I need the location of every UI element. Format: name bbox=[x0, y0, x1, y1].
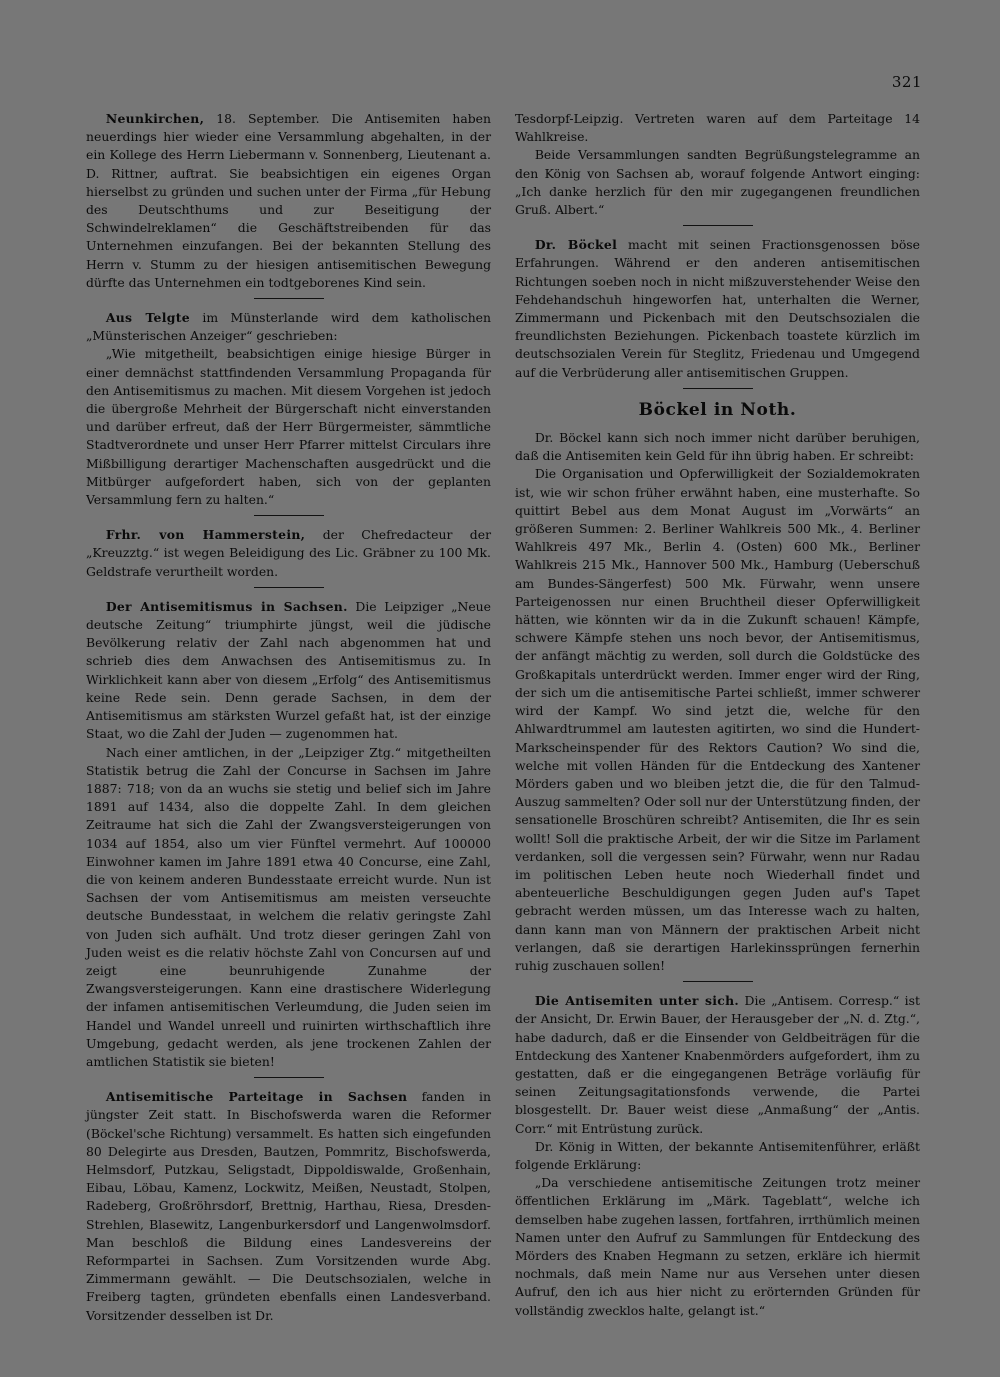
article-paragraph bbox=[86, 598, 491, 744]
article-paragraph: Nach einer amtlichen, in der „Leipziger Ztg.“ mitgetheilten Statistik betrug die Zahl der Concurse in Sachsen im Jahre 1887: 718; von da an wuchs sie stetig und belief sich im Jahre 1891 auf 1434, also die doppelte Zahl. In dem gleichen Zeitraume hat sich die Zahl der Zwangsversteigerungen von 1034 auf 1854, also um vier Fünftel vermehrt. Auf 100000 Einwohner kamen im Jahre 1891 etwa 40 Concurse, eine Zahl, die von keinem anderen Bundesstaate erreicht wurde. Nun ist Sachsen der vom Antisemitismus am meisten verseuchte deutsche Bundesstaat, in welchem die relativ geringste Zahl von Juden sich aufhält. Und trotz dieser geringen Zahl von Juden weist es die relativ höchste Zahl von Concursen auf und zeigt eine beunruhigende Zunahme der Zwangsversteigerungen. Kann eine drastischere Widerlegung der infamen antisemitischen Verleumdung, die Juden seien im Handel und Wandel unreell und ruinirten wirthschaftlich ihre Umgebung, gedacht werden, als jene trockenen Zahlen der amtlichen Statistik sie bieten! bbox=[86, 744, 491, 1069]
separator-rule bbox=[254, 1077, 324, 1078]
article-text: macht mit seinen Fractionsgenossen böse Erfahrungen. Während er den anderen antisemitischen Richtungen soeben noch in nicht mißzuverstehender Weise den Fehdehandschuh hingeworfen hat, unterhalten die Werner, Zimmermann und Pickenbach mit den Deutschsozialen die freundlichsten Beziehungen. Pickenbach toastete kürzlich im deutschsozialen Verein für Steglitz, Friedenau und Umgegend auf die Verbrüderung aller antisemitischen Gruppen. bbox=[515, 237, 920, 380]
article-lead: Aus Telgte bbox=[105, 310, 190, 326]
separator-rule bbox=[254, 587, 324, 588]
quote-paragraph: „Wie mitgetheilt, beabsichtigen einige hiesige Bürger in einer demnächst stattfindenden Versammlung Propaganda für den Antisemitismus zu machen. Mit diesem Vorgehen ist jedoch die übergroße Mehrheit der Bürgerschaft nicht einverstanden und darüber erfreut, daß der Herr Bürgermeister, sämmtliche Stadtverordnete und unser Herr Pfarrer mittelst Circulars ihre Mißbilligung derartiger Machenschaften ausgedrückt und die Mitbürger aufgefordert haben, sich von der geplanten Versammlung fern zu halten.“ bbox=[86, 346, 491, 508]
section-heading: Böckel in Noth. bbox=[638, 399, 797, 420]
separator-rule bbox=[683, 225, 753, 226]
article-boeckel bbox=[515, 236, 920, 382]
left-column bbox=[86, 110, 491, 1325]
article-text: im Münsterlande wird dem katholischen „Münsterischen Anzeiger“ geschrieben: bbox=[86, 310, 491, 344]
article-paragraph bbox=[86, 309, 491, 345]
article-continuation bbox=[515, 110, 920, 219]
article-lead: Der Antisemitismus in Sachsen. bbox=[105, 598, 348, 614]
article-paragraph bbox=[515, 992, 920, 1138]
continuation-paragraph: Beide Versammlungen sandten Begrüßungstelegramme an den König von Sachsen ab, worauf folgende Antwort einging: „Ich danke herzlich für den mir zugegangenen freundlichen Gruß. Albert.“ bbox=[515, 147, 920, 218]
article-lead: Neunkirchen, bbox=[105, 111, 205, 126]
article-telgte bbox=[86, 309, 491, 509]
article-paragraph bbox=[86, 110, 491, 292]
right-column bbox=[515, 110, 920, 1320]
article-text: Die „Antisem. Corresp.“ ist der Ansicht, Dr. Erwin Bauer, der Herausgeber der „N. d. Ztg.“, habe dadurch, daß er die Einsender von Geldbeiträgen für die Entdeckung des Xantener Knabenmörders aufgefordert, ihm zu gestatten, daß er die eingegangenen Beträge vorläufig für seinen Zeitungsagitationsfonds verwende, die Partei blosgestellt. Dr. Bauer weist diese „Anmaßung“ der „Antis. Corr.“ mit Entrüstung zurück. bbox=[515, 993, 920, 1136]
article-text: 18. September. Die Antisemiten haben neuerdings hier wieder eine Versammlung abgehalten, in der ein Kollege des Herrn Liebermann v. Sonnenberg, Lieutenant a. D. Rittner, auftrat. Sie beabsichtigen ein eigenes Organ hierselbst zu gründen und suchen unter der Firma „für Hebung des Deutschthums und zur Beseitigung der Schwindelreklamen“ die Geschäftstreibenden für das Unternehmen einzufangen. Bei der bekannten Stellung des Herrn v. Stumm zu der hiesigen antisemitischen Bewegung dürfte das Unternehmen ein todtgeborenes Kind sein. bbox=[86, 111, 491, 290]
article-text: der Chefredacteur der „Kreuzztg.“ ist wegen Beleidigung des Lic. Gräbner zu 100 Mk. Geldstrafe verurtheilt worden. bbox=[86, 527, 491, 579]
article-neunkirchen bbox=[86, 110, 491, 292]
separator-rule bbox=[254, 298, 324, 299]
article-paragraph: Dr. Böckel kann sich noch immer nicht darüber beruhigen, daß die Antisemiten kein Geld für ihn übrig haben. Er schreibt: bbox=[515, 430, 920, 464]
article-boeckel-in-noth bbox=[515, 429, 920, 975]
article-paragraph bbox=[86, 1088, 491, 1325]
article-paragraph: Dr. König in Witten, der bekannte Antisemitenführer, erläßt folgende Erklärung: bbox=[515, 1138, 920, 1172]
quote-paragraph: „Da verschiedene antisemitische Zeitungen trotz meiner öffentlichen Erklärung im „Märk. Tageblatt“, welche ich demselben habe zugehen lassen, fortfahren, irrthümlich meinen Namen unter den Aufruf zu Sammlungen für Entdeckung des Mörders des Knaben Hegmann zu setzen, erkläre ich hiermit nochmals, daß mein Name nur aus Versehen unter diesen Aufruf, den ich aus hier nicht zu erörternden Gründen für vollständig zwecklos halte, gelangt ist.“ bbox=[515, 1175, 920, 1318]
article-antisemitismus-sachsen bbox=[86, 598, 491, 1071]
separator-rule bbox=[254, 515, 324, 516]
article-paragraph: Die Organisation und Opferwilligkeit der Sozialdemokraten ist, wie wir schon früher erwähnt haben, eine musterhafte. So quittirt Bebel aus dem Monat August im „Vorwärts“ an größeren Summen: 2. Berliner Wahlkreis 500 Mk., 4. Berliner Wahlkreis 497 Mk., Berlin 4. (Osten) 600 Mk., Berliner Wahlkreis 215 Mk., Hannover 500 Mk., Hamburg (Ueberschuß am Bundes-Sängerfest) 500 Mk. Fürwahr, wenn unsere Parteigenossen nur einen Bruchtheil dieser Opferwilligkeit hätten, wie könnten wir da in die Zukunft schauen! Kämpfe, schwere Kämpfe stehen uns noch bevor, der Antisemitismus, der anfängt mächtig zu werden, soll durch die Goldstücke des Großkapitals unterdrückt werden. Immer enger wird der Ring, der sich um die antisemitische Partei schließt, immer schwerer wird der Kampf. Wo sind jetzt die, welche für den Ahlwardtrummel am lautesten agitirten, wo sind die Hundert-Markscheinspender für des Rektors Caution? Wo sind die, welche mit vollen Händen für die Entdeckung des Xantener Mörders gaben und wo bleiben jetzt die, die für den Talmud-Auszug sammelten? Oder soll nur der Unterstützung finden, der sensationelle Broschüren schreibt? Antisemiten, die Ihr es sein wollt! Soll die praktische Arbeit, der wir die Sitze im Parlament verdanken, soll die vergessen sein? Fürwahr, wenn nur Radau im politischen Leben heute noch Wiederhall findet und abenteuerliche Beschuldigungen gegen Juden auf's Tapet gebracht werden müssen, um das Interesse wach zu halten, dann kann man von Männern der praktischen Arbeit nicht verlangen, daß sie derartigen Harlekinssprüngen fernerhin ruhig zuschauen sollen! bbox=[515, 466, 920, 973]
continuation-paragraph: Tesdorpf-Leipzig. Vertreten waren auf dem Parteitage 14 Wahlkreise. bbox=[515, 111, 920, 145]
separator-rule bbox=[683, 981, 753, 982]
page-number: 321 bbox=[891, 73, 922, 91]
article-text: Die Leipziger „Neue deutsche Zeitung“ triumphirte jüngst, weil die jüdische Bevölkerung relativ der Zahl nach abgenommen hat und schrieb dies dem Anwachsen des Antisemitismus zu. In Wirklichkeit kann aber von diesem „Erfolg“ des Antisemitismus keine Rede sein. Denn gerade Sachsen, in dem der Antisemitismus am stärksten Wurzel gefaßt hat, ist der einzige Staat, wo die Zahl der Juden — zugenommen hat. bbox=[86, 598, 491, 742]
article-text: fanden in jüngster Zeit statt. In Bischofswerda waren die Reformer (Böckel'sche Richtung) versammelt. Es hatten sich eingefunden 80 Delegirte aus Dresden, Bautzen, Pommritz, Bischofswerda, Helmsdorf, Putzkau, Seligstadt, Dippoldiswalde, Großenhain, Eibau, Löbau, Kamenz, Lockwitz, Meißen, Neustadt, Stolpen, Radeberg, Großröhrsdorf, Brettnig, Harthau, Riesa, Dresden-Strehlen, Blasewitz, Langenburkersdorf und Langenwolmsdorf. Man beschloß die Bildung eines Landesvereins der Reformpartei in Sachsen. Zum Vorsitzenden wurde Abg. Zimmermann gewählt. — Die Deutschsozialen, welche in Freiberg tagten, gründeten ebenfalls einen Landesverband. Vorsitzender desselben ist Dr. bbox=[86, 1089, 491, 1323]
article-lead: Dr. Böckel bbox=[534, 237, 618, 253]
article-lead: Antisemitische Parteitage in Sachsen bbox=[105, 1089, 408, 1105]
article-parteitage bbox=[86, 1088, 491, 1325]
article-lead: Frhr. von Hammerstein, bbox=[105, 527, 306, 543]
article-paragraph bbox=[515, 236, 920, 382]
article-lead: Die Antisemiten unter sich. bbox=[534, 993, 739, 1009]
separator-rule bbox=[683, 388, 753, 389]
article-paragraph bbox=[86, 526, 491, 581]
article-hammerstein bbox=[86, 526, 491, 581]
article-antisemiten-unter-sich bbox=[515, 992, 920, 1320]
